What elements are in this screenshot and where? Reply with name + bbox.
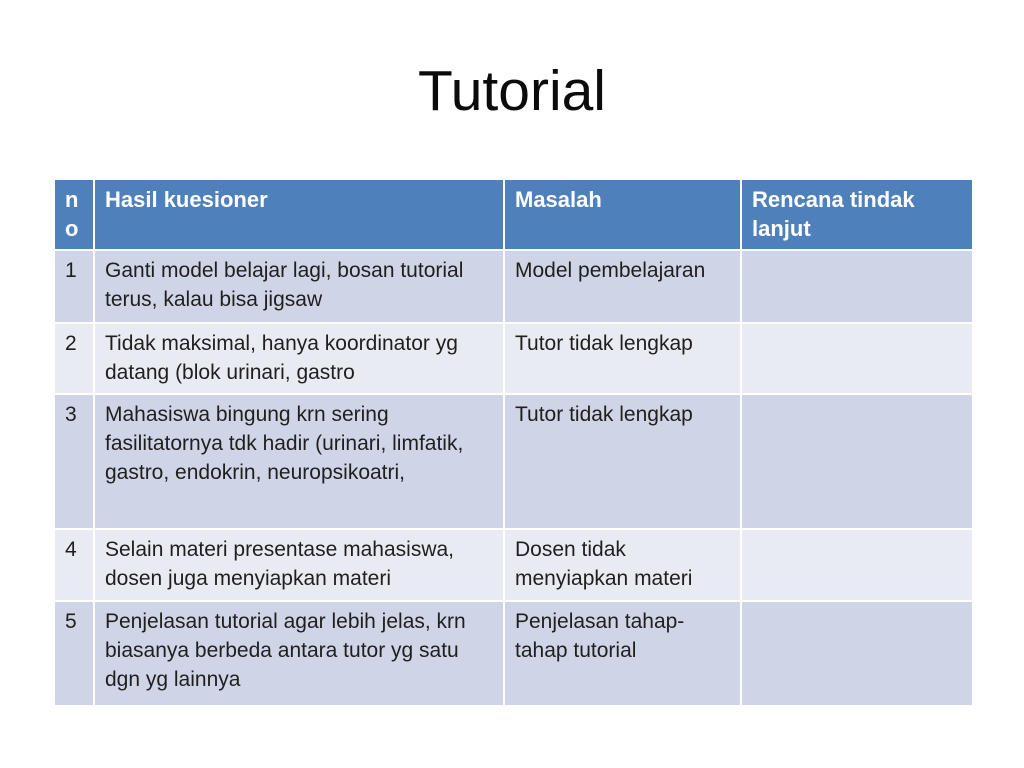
- cell-masalah: Tutor tidak lengkap: [504, 323, 741, 394]
- cell-rencana-tindak-lanjut: [741, 323, 973, 394]
- cell-masalah: Tutor tidak lengkap: [504, 394, 741, 529]
- cell-masalah: Model pembelajaran: [504, 250, 741, 323]
- cell-no: 2: [54, 323, 94, 394]
- cell-rencana-tindak-lanjut: [741, 601, 973, 706]
- col-header-no: n o: [54, 179, 94, 250]
- table-row: [54, 601, 973, 706]
- table-row: [54, 394, 973, 529]
- cell-no: 4: [54, 529, 94, 601]
- cell-masalah: Penjelasan tahap-tahap tutorial: [504, 601, 741, 706]
- cell-rencana-tindak-lanjut: [741, 394, 973, 529]
- cell-hasil-kuesioner: Tidak maksimal, hanya koordinator yg datang (blok urinari, gastro: [94, 323, 504, 394]
- col-header-masalah: Masalah: [504, 179, 741, 250]
- cell-no: 5: [54, 601, 94, 706]
- cell-masalah: Dosen tidak menyiapkan materi: [504, 529, 741, 601]
- cell-hasil-kuesioner: Ganti model belajar lagi, bosan tutorial terus, kalau bisa jigsaw: [94, 250, 504, 323]
- table-row: [54, 323, 973, 394]
- questionnaire-table: [53, 178, 974, 707]
- cell-rencana-tindak-lanjut: [741, 250, 973, 323]
- col-header-hasil-kuesioner: Hasil kuesioner: [94, 179, 504, 250]
- cell-no: 3: [54, 394, 94, 529]
- cell-hasil-kuesioner: Mahasiswa bingung krn sering fasilitatornya tdk hadir (urinari, limfatik, gastro, endokrin, neuropsikoatri,: [94, 394, 504, 529]
- slide-title: Tutorial: [418, 59, 606, 123]
- col-header-rencana-tindak-lanjut: Rencana tindak lanjut: [741, 179, 973, 250]
- cell-hasil-kuesioner: Penjelasan tutorial agar lebih jelas, krn biasanya berbeda antara tutor yg satu dgn yg lainnya: [94, 601, 504, 706]
- table-header-row: [54, 179, 973, 250]
- cell-no: 1: [54, 250, 94, 323]
- cell-rencana-tindak-lanjut: [741, 529, 973, 601]
- table-row: [54, 250, 973, 323]
- table-row: [54, 529, 973, 601]
- cell-hasil-kuesioner: Selain materi presentase mahasiswa, dosen juga menyiapkan materi: [94, 529, 504, 601]
